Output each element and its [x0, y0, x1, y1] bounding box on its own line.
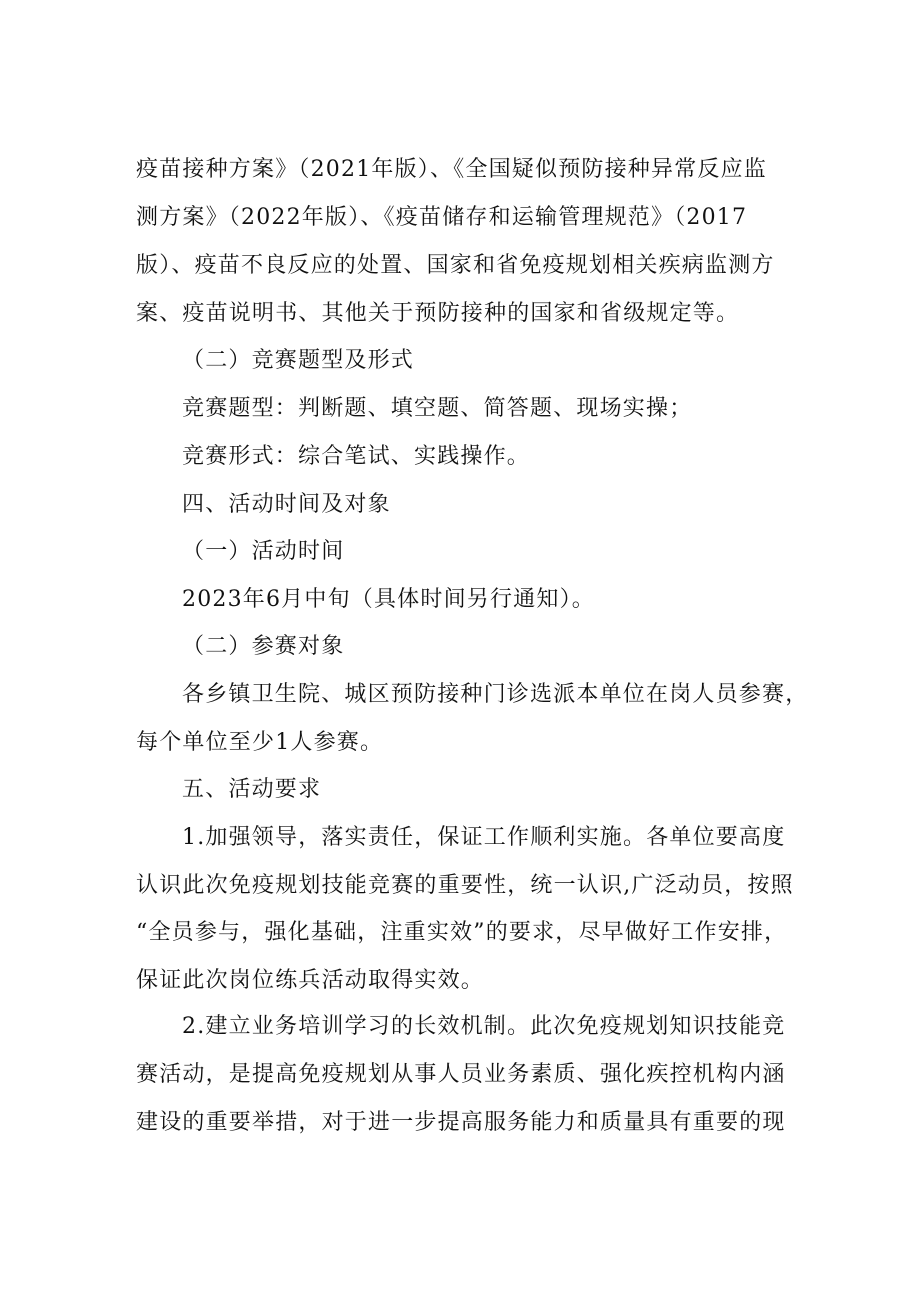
section-heading: 五、活动要求: [182, 777, 322, 802]
body-text-line: 建设的重要举措，对于进一步提高服务能力和质量具有重要的现: [136, 1110, 786, 1135]
body-text-line: 1.加强领导，落实责任，保证工作顺利实施。各单位要高度: [182, 825, 786, 850]
body-text-line: 认识此次免疫规划技能竞赛的重要性，统一认识,广泛动员，按照: [136, 873, 794, 898]
subsection-heading: （二）参赛对象: [182, 634, 345, 659]
body-text-line: 2023年6月中旬（具体时间另行通知）。: [182, 587, 595, 612]
body-text-line: 疫苗接种方案》（2021年版）、《全国疑似预防接种异常反应监: [136, 157, 767, 182]
body-text-line: 版）、疫苗不良反应的处置、国家和省免疫规划相关疾病监测方: [136, 253, 775, 278]
body-text-line: 每个单位至少1人参赛。: [136, 730, 384, 755]
body-text-line: 2.建立业务培训学习的长效机制。此次免疫规划知识技能竞: [182, 1014, 786, 1039]
subsection-heading: （二）竞赛题型及形式: [182, 348, 415, 373]
body-text-line: 案、疫苗说明书、其他关于预防接种的国家和省级规定等。: [136, 301, 740, 326]
body-text-line: 竞赛形式：综合笔试、实践操作。: [182, 444, 531, 469]
body-text-line: 各乡镇卫生院、城区预防接种门诊选派本单位在岗人员参赛，: [182, 682, 809, 707]
body-text-line: 竞赛题型：判断题、填空题、简答题、现场实操；: [182, 396, 693, 421]
body-text-line: 测方案》（2022年版）、《疫苗储存和运输管理规范》（2017: [136, 205, 748, 230]
body-text-line: 保证此次岗位练兵活动取得实效。: [136, 968, 485, 993]
section-heading: 四、活动时间及对象: [182, 492, 391, 517]
body-text-line: 赛活动，是提高免疫规划从事人员业务素质、强化疾控机构内涵: [136, 1062, 786, 1087]
subsection-heading: （一）活动时间: [182, 539, 345, 564]
body-text-line: “全员参与，强化基础，注重实效”的要求，尽早做好工作安排，: [136, 920, 788, 945]
